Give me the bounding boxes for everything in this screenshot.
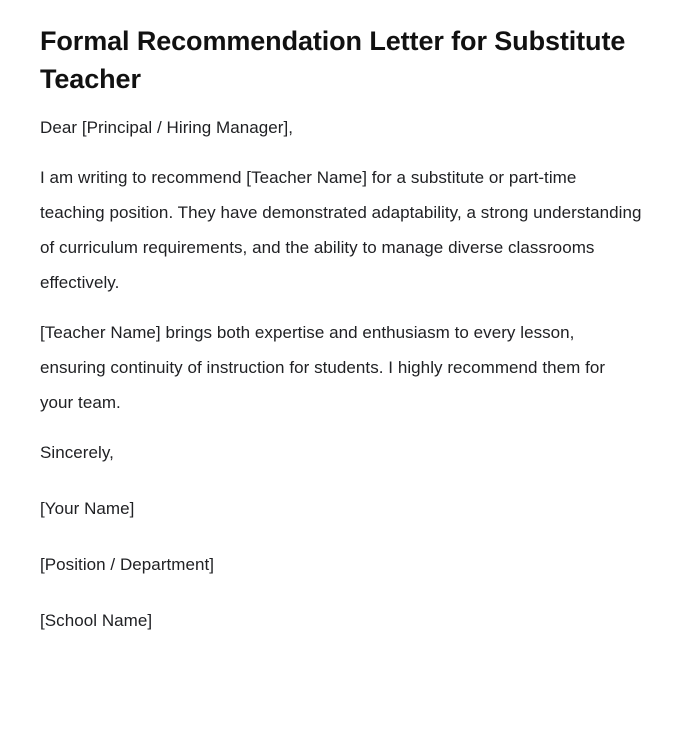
letter-body [40,98,642,638]
letter-closing: Sincerely, [40,443,114,462]
page-title: Formal Recommendation Letter for Substitute Teacher [40,26,626,94]
signature-organization: [School Name] [40,611,153,630]
letter-greeting: Dear [Principal / Hiring Manager], [40,118,294,137]
letter-paragraph-1: I am writing to recommend [Teacher Name] for a substitute or part-time teaching position. They have demonstrated adaptability, a strong understanding of curriculum requirements, and the ability to manage diverse classrooms effectively. [40,168,642,292]
letter-paragraph-2: [Teacher Name] brings both expertise and enthusiasm to every lesson, ensuring continuity of instruction for students. I highly recommend them for your team. [40,323,606,412]
signature-name: [Your Name] [40,499,135,518]
signature-position: [Position / Department] [40,555,215,574]
